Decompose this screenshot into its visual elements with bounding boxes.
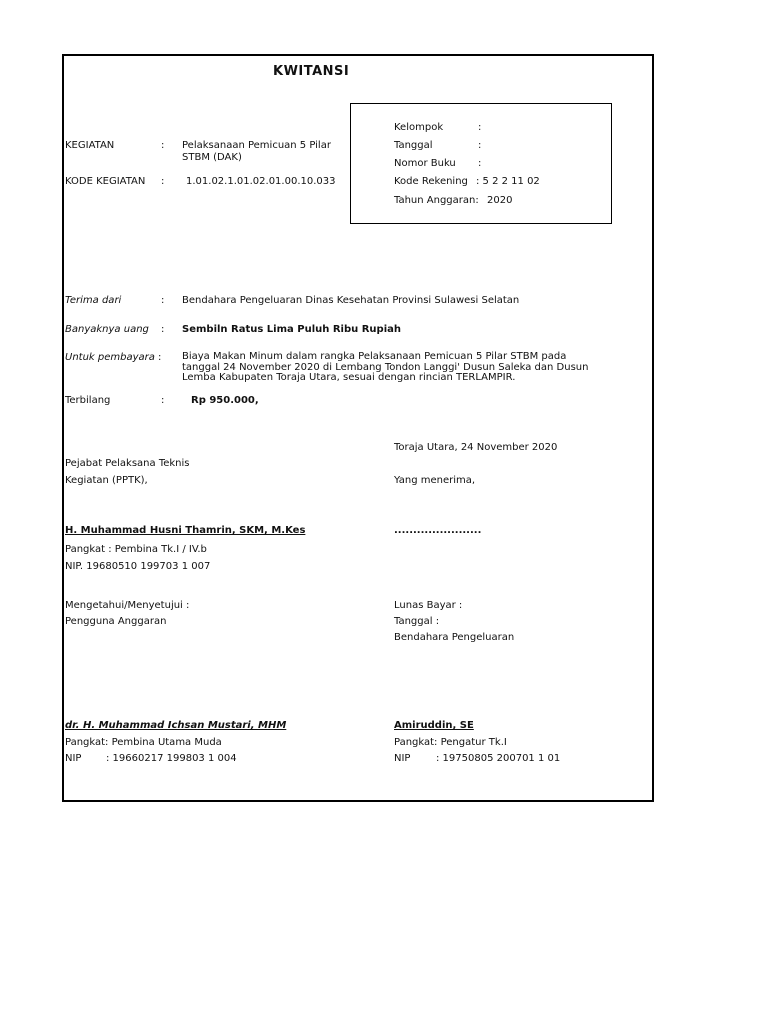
terima-dari-colon: : [161,295,165,306]
nomor-buku-value: : [478,158,482,169]
mengetahui-label: Mengetahui/Menyetujui : [65,600,190,611]
pengguna-anggaran-name: dr. H. Muhammad Ichsan Mustari, MHM [65,720,287,731]
terbilang-label: Terbilang [65,395,111,406]
terima-dari-label: Terima dari [65,295,122,306]
bendahara-nip-label: NIP [394,753,411,764]
pengguna-anggaran-label: Pengguna Anggaran [65,616,167,627]
untuk-pembayaran-colon: : [158,352,162,363]
kegiatan-label: KEGIATAN [65,140,115,151]
nomor-buku-label: Nomor Buku [394,158,456,169]
kode-rekening-label: Kode Rekening [394,176,468,187]
terbilang-colon: : [161,395,165,406]
kode-kegiatan-value: 1.01.02.1.01.02.01.00.10.033 [186,176,336,187]
untuk-pembayaran-label: Untuk pembayara [65,352,155,363]
pptk-pangkat: Pangkat : Pembina Tk.I / IV.b [65,544,207,555]
pengguna-anggaran-nip-value: : 19660217 199803 1 004 [106,753,237,764]
place-date: Toraja Utara, 24 November 2020 [394,442,558,453]
lunas-bayar-label: Lunas Bayar : [394,600,463,611]
tahun-anggaran-value: 2020 [487,195,513,206]
tanggal-label: Tanggal [394,140,433,151]
kelompok-value: : [478,122,482,133]
bendahara-nip-value: : 19750805 200701 1 01 [436,753,561,764]
yang-menerima-label: Yang menerima, [394,475,476,486]
kegiatan-colon: : [161,140,165,151]
terbilang-value: Rp 950.000, [191,395,259,406]
pptk-name: H. Muhammad Husni Thamrin, SKM, M.Kes [65,525,306,536]
kode-kegiatan-label: KODE KEGIATAN [65,176,146,187]
pptk-nip: NIP. 19680510 199703 1 007 [65,561,211,572]
banyaknya-uang-colon: : [161,324,165,335]
pptk-line2: Kegiatan (PPTK), [65,475,148,486]
untuk-pembayaran-value: Biaya Makan Minum dalam rangka Pelaksanaan Pemicuan 5 Pilar STBM pada tanggal 24 November 2020 di Lembang Tondon Langgi' Dusun Saleka dan Dusun Lemba Kabupaten Toraja Utara, sesuai dengan rincian TERLAMPIR. [182,351,589,383]
banyaknya-uang-label: Banyaknya uang [65,324,149,335]
bendahara-tanggal-label: Tanggal : [394,616,440,627]
kode-kegiatan-colon: : [161,176,165,187]
tanggal-value: : [478,140,482,151]
tahun-anggaran-label: Tahun Anggaran: [394,195,479,206]
kelompok-label: Kelompok [394,122,444,133]
pengguna-anggaran-nip-label: NIP [65,753,82,764]
kode-rekening-value: : 5 2 2 11 02 [476,176,540,187]
penerima-name-placeholder: ....................... [394,525,482,536]
document-title: KWITANSI [273,64,350,79]
kegiatan-value: Pelaksanaan Pemicuan 5 Pilar STBM (DAK) [182,140,331,163]
pptk-line1: Pejabat Pelaksana Teknis [65,458,190,469]
terima-dari-value: Bendahara Pengeluaran Dinas Kesehatan Provinsi Sulawesi Selatan [182,295,520,306]
pengguna-anggaran-pangkat: Pangkat: Pembina Utama Muda [65,737,222,748]
banyaknya-uang-value: Sembiln Ratus Lima Puluh Ribu Rupiah [182,324,402,335]
bendahara-name: Amiruddin, SE [394,720,474,731]
bendahara-pangkat: Pangkat: Pengatur Tk.I [394,737,507,748]
bendahara-title: Bendahara Pengeluaran [394,632,515,643]
